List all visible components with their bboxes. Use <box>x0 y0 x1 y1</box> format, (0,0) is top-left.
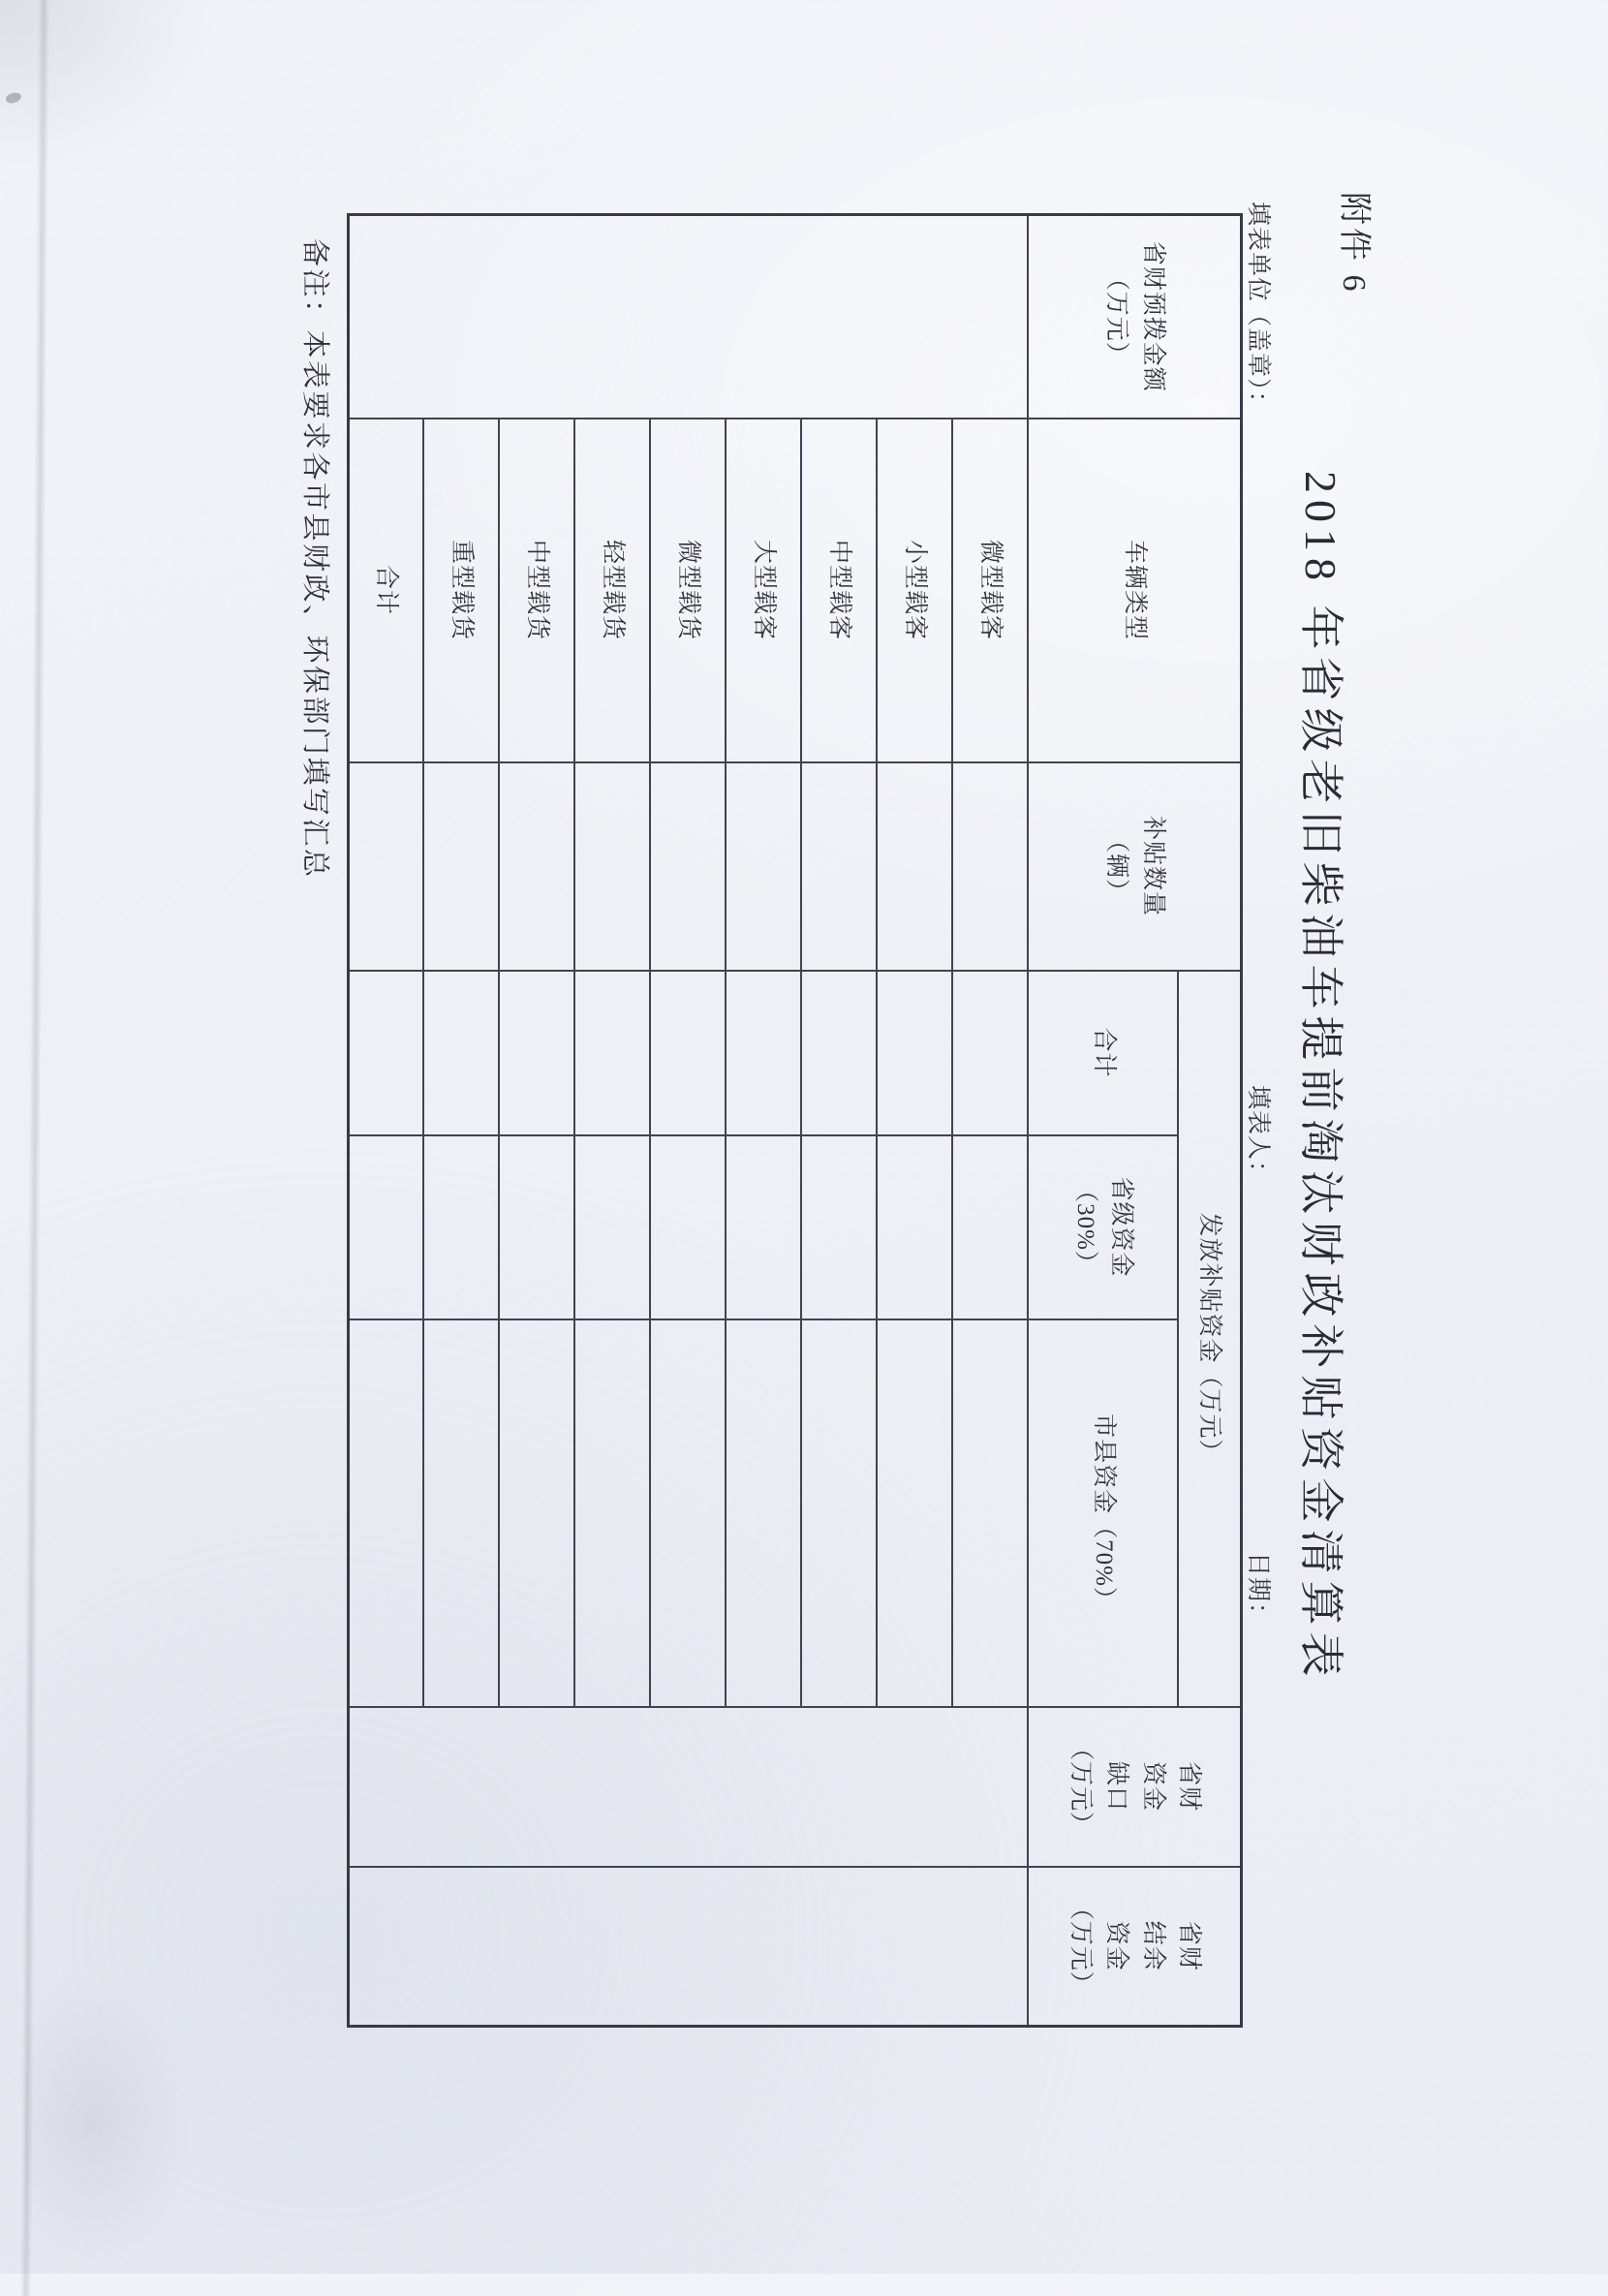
row-label-total: 合计 <box>349 419 424 762</box>
data-cell <box>727 1135 802 1319</box>
data-cell <box>953 762 1029 971</box>
data-cell <box>349 971 424 1135</box>
data-cell <box>651 971 727 1135</box>
header-surplus-line4: （万元） <box>1067 1895 1094 1997</box>
header-provincial-fund-line1: 省级资金 <box>1108 1176 1135 1278</box>
table-row <box>953 215 1029 2027</box>
data-cell <box>878 971 953 1135</box>
data-cell <box>575 762 651 971</box>
header-gap-line4: （万元） <box>1067 1736 1094 1838</box>
data-cell <box>802 1319 878 1707</box>
header-gap-line1: 省财 <box>1176 1761 1203 1813</box>
data-cell <box>575 971 651 1135</box>
data-cell <box>349 762 424 971</box>
data-cell <box>953 971 1029 1135</box>
form-date-label: 日期： <box>1245 1552 1271 1629</box>
data-cell <box>878 1319 953 1707</box>
data-cell <box>651 762 727 971</box>
data-cell <box>500 971 575 1135</box>
header-grant-funds-group: 发放补贴资金（万元） <box>1179 971 1242 1707</box>
header-vehicle-type: 车辆类型 <box>1029 419 1242 762</box>
header-surplus-line3: 资金 <box>1103 1920 1130 1971</box>
row-label: 重型载货 <box>424 419 500 762</box>
data-cell <box>878 762 953 971</box>
data-cell <box>651 1319 727 1707</box>
data-cell <box>727 971 802 1135</box>
data-cell <box>575 1135 651 1319</box>
row-label: 大型载客 <box>727 419 802 762</box>
form-person-label: 填表人： <box>1245 1085 1271 1187</box>
row-label: 微型载客 <box>953 419 1029 762</box>
form-unit-label: 填表单位（盖章）： <box>1245 202 1271 417</box>
data-cell <box>349 1135 424 1319</box>
data-cell <box>878 1135 953 1319</box>
data-cell <box>424 1319 500 1707</box>
row-label: 微型载货 <box>651 419 727 762</box>
data-cell <box>727 762 802 971</box>
row-label: 中型载客 <box>802 419 878 762</box>
data-cell <box>500 762 575 971</box>
data-cell <box>424 971 500 1135</box>
data-cell <box>575 1319 651 1707</box>
header-provincial-fund-line2: （30%） <box>1072 1178 1098 1276</box>
pre-allocated-amount-value-cell <box>349 215 1029 419</box>
header-pre-allocated-line2: （万元） <box>1103 265 1130 367</box>
data-cell <box>500 1135 575 1319</box>
settlement-table <box>347 213 1243 2028</box>
fund-gap-value-cell <box>349 1707 1029 1867</box>
data-cell <box>802 971 878 1135</box>
footnote: 备注：本表要求各市县财政、环保部门填写汇总 <box>299 238 330 880</box>
row-label: 小型载客 <box>878 419 953 762</box>
header-gap-line3: 缺口 <box>1103 1761 1130 1813</box>
data-cell <box>953 1135 1029 1319</box>
data-cell <box>349 1319 424 1707</box>
surplus-fund-value-cell <box>349 1867 1029 2027</box>
data-cell <box>424 1135 500 1319</box>
data-cell <box>727 1319 802 1707</box>
data-cell <box>424 762 500 971</box>
header-provincial-surplus-fund <box>1029 1867 1242 2027</box>
header-provincial-fund-30 <box>1029 1135 1179 1319</box>
header-subsidy-quantity-line1: 补贴数量 <box>1139 815 1166 916</box>
header-grant-total: 合计 <box>1029 971 1179 1135</box>
data-cell <box>953 1319 1029 1707</box>
data-cell <box>651 1135 727 1319</box>
header-subsidy-quantity-line2: （辆） <box>1103 827 1130 904</box>
header-surplus-line1: 省财 <box>1176 1920 1203 1971</box>
data-cell <box>802 1135 878 1319</box>
header-pre-allocated-amount <box>1029 215 1242 419</box>
row-label: 轻型载货 <box>575 419 651 762</box>
header-provincial-fund-gap <box>1029 1707 1242 1867</box>
header-subsidy-quantity <box>1029 762 1242 971</box>
row-label: 中型载货 <box>500 419 575 762</box>
header-city-county-fund-70: 市县资金（70%） <box>1029 1319 1179 1707</box>
header-gap-line2: 资金 <box>1139 1761 1166 1813</box>
header-pre-allocated-line1: 省财预拨金额 <box>1139 240 1166 392</box>
attachment-label: 附件 6 <box>1336 192 1372 295</box>
header-surplus-line2: 结余 <box>1139 1920 1166 1971</box>
data-cell <box>802 762 878 971</box>
page-title: 2018 年省级老旧柴油车提前淘汰财政补贴资金清算表 <box>1296 471 1345 1684</box>
header-row-1 <box>1179 215 1242 2027</box>
data-cell <box>500 1319 575 1707</box>
